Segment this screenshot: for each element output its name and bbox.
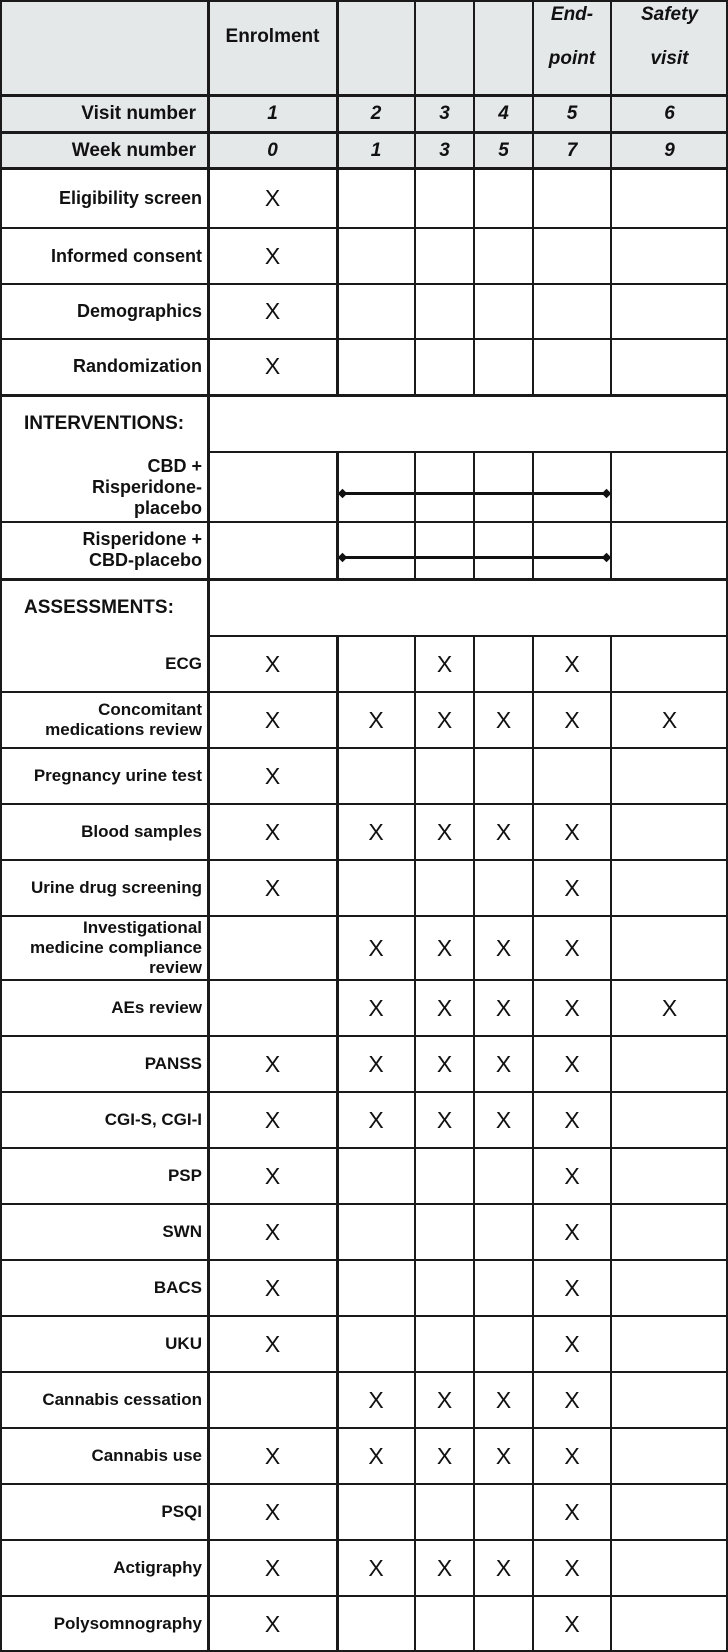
- vertical-gridline: [473, 452, 475, 579]
- week-number-value: 5: [498, 139, 509, 161]
- x-mark: X: [564, 1442, 580, 1469]
- bar-endpoint-diamond: [338, 552, 348, 562]
- horizontal-gridline: [0, 1483, 728, 1485]
- horizontal-gridline: [0, 1539, 728, 1541]
- x-mark: X: [564, 934, 580, 961]
- x-mark: X: [368, 1554, 384, 1581]
- horizontal-gridline: [0, 1371, 728, 1373]
- row-label: Blood samples: [81, 822, 202, 841]
- vertical-gridline: [532, 636, 534, 1652]
- x-mark: X: [564, 1330, 580, 1357]
- header-safety-line2: visit: [650, 48, 689, 69]
- horizontal-gridline: [0, 1259, 728, 1261]
- header-safety-line1: Safety: [640, 4, 699, 25]
- week-number-label: Week number: [71, 139, 196, 161]
- x-mark: X: [368, 994, 384, 1021]
- x-mark: X: [436, 934, 453, 961]
- row-label: Cannabis cessation: [42, 1390, 202, 1409]
- x-mark: X: [264, 762, 281, 789]
- horizontal-gridline: [0, 578, 728, 581]
- vertical-gridline: [336, 0, 339, 395]
- horizontal-gridline: [0, 1427, 728, 1429]
- vertical-gridline: [473, 636, 475, 1652]
- x-mark: X: [661, 706, 678, 733]
- x-mark: X: [436, 1554, 453, 1581]
- x-mark: X: [564, 706, 580, 733]
- horizontal-gridline: [0, 227, 728, 229]
- week-number-value: 9: [664, 139, 675, 161]
- x-mark: X: [264, 818, 281, 845]
- visit-number-value: 5: [566, 103, 578, 124]
- x-mark: X: [564, 1386, 580, 1413]
- x-mark: X: [436, 1050, 453, 1077]
- x-mark: X: [436, 1106, 453, 1133]
- row-label: Informed consent: [50, 245, 202, 266]
- vertical-gridline: [414, 636, 416, 1652]
- x-mark: X: [368, 706, 384, 733]
- x-mark: X: [564, 650, 580, 677]
- x-mark: X: [564, 1106, 580, 1133]
- x-mark: X: [264, 1274, 281, 1301]
- row-label: Eligibility screen: [58, 187, 202, 208]
- x-mark: X: [495, 1554, 512, 1581]
- horizontal-gridline: [0, 747, 728, 749]
- visit-number-value: 1: [267, 103, 278, 124]
- x-mark: X: [436, 706, 453, 733]
- x-mark: X: [436, 1442, 453, 1469]
- x-mark: X: [564, 1218, 580, 1245]
- row-label: Demographics: [76, 301, 202, 321]
- assessments-title: ASSESSMENTS:: [24, 597, 174, 618]
- row-label: BACS: [153, 1278, 202, 1297]
- horizontal-gridline: [0, 1595, 728, 1597]
- vertical-gridline: [532, 452, 534, 579]
- x-mark: X: [264, 1442, 281, 1469]
- vertical-gridline: [610, 636, 612, 1652]
- vertical-gridline: [414, 452, 416, 579]
- x-mark: X: [264, 1554, 281, 1581]
- horizontal-gridline: [0, 338, 728, 340]
- visit-number-value: 3: [439, 103, 450, 124]
- row-label: Investigational medicine compliance review: [30, 918, 202, 977]
- x-mark: X: [564, 1610, 580, 1637]
- x-mark: X: [368, 1106, 384, 1133]
- row-label: Actigraphy: [113, 1558, 202, 1577]
- x-mark: X: [436, 818, 453, 845]
- row-label: Randomization: [73, 356, 202, 376]
- horizontal-gridline: [0, 394, 728, 397]
- horizontal-gridline: [0, 803, 728, 805]
- header-endpoint-line1: End-: [550, 4, 594, 25]
- x-mark: X: [436, 994, 453, 1021]
- x-mark: X: [436, 650, 453, 677]
- vertical-gridline: [336, 452, 339, 579]
- intervention-arm-label: Risperidone + CBD-placebo: [82, 529, 202, 570]
- visit-number-value: 6: [664, 103, 675, 124]
- x-mark: X: [564, 1162, 580, 1189]
- x-mark: X: [495, 706, 512, 733]
- horizontal-gridline: [0, 979, 728, 981]
- week-number-value: 7: [566, 139, 578, 161]
- week-number-value: 3: [439, 139, 450, 161]
- x-mark: X: [564, 1274, 580, 1301]
- x-mark: X: [368, 1386, 384, 1413]
- x-mark: X: [264, 1106, 281, 1133]
- horizontal-gridline: [208, 635, 728, 637]
- horizontal-gridline: [0, 1091, 728, 1093]
- x-mark: X: [264, 1610, 281, 1637]
- row-label: UKU: [165, 1334, 202, 1353]
- bar-endpoint-diamond: [338, 488, 348, 498]
- horizontal-gridline: [0, 1315, 728, 1317]
- x-mark: X: [264, 1218, 281, 1245]
- vertical-gridline: [207, 0, 210, 1652]
- x-mark: X: [564, 1554, 580, 1581]
- vertical-gridline: [336, 636, 339, 1652]
- x-mark: X: [495, 1106, 512, 1133]
- horizontal-gridline: [0, 859, 728, 861]
- x-mark: X: [264, 874, 281, 901]
- visit-number-label: Visit number: [81, 103, 196, 124]
- x-mark: X: [661, 994, 678, 1021]
- x-mark: X: [264, 242, 281, 269]
- row-label: PSP: [167, 1166, 202, 1185]
- row-label: CGI-S, CGI-I: [104, 1110, 202, 1129]
- x-mark: X: [264, 1330, 281, 1357]
- x-mark: X: [264, 706, 281, 733]
- horizontal-gridline: [0, 1035, 728, 1037]
- x-mark: X: [264, 1050, 281, 1077]
- x-mark: X: [264, 353, 281, 379]
- row-label: PANSS: [144, 1054, 202, 1073]
- interventions-title: INTERVENTIONS:: [24, 413, 185, 434]
- x-mark: X: [564, 1498, 580, 1525]
- horizontal-gridline: [0, 1203, 728, 1205]
- x-mark: X: [436, 1386, 453, 1413]
- row-label: Concomitant medications review: [45, 700, 202, 739]
- x-mark: X: [264, 1162, 281, 1189]
- row-label: Polysomnography: [53, 1614, 202, 1633]
- header-enrolment: Enrolment: [225, 26, 320, 47]
- row-label: SWN: [162, 1222, 202, 1241]
- x-mark: X: [264, 650, 281, 677]
- visit-number-value: 4: [498, 103, 509, 124]
- x-mark: X: [495, 1050, 512, 1077]
- horizontal-gridline: [0, 1147, 728, 1149]
- x-mark: X: [495, 1386, 512, 1413]
- row-label: AEs review: [111, 998, 202, 1017]
- vertical-gridline: [532, 0, 534, 395]
- x-mark: X: [368, 818, 384, 845]
- vertical-gridline: [610, 452, 612, 579]
- x-mark: X: [495, 1442, 512, 1469]
- horizontal-gridline: [0, 94, 728, 97]
- intervention-arm-label: CBD + Risperidone- placebo: [91, 455, 202, 518]
- horizontal-gridline: [0, 691, 728, 693]
- x-mark: X: [564, 1050, 580, 1077]
- horizontal-gridline: [0, 915, 728, 917]
- x-mark: X: [495, 818, 512, 845]
- x-mark: X: [564, 874, 580, 901]
- vertical-gridline: [0, 0, 2, 1652]
- vertical-gridline: [414, 0, 416, 395]
- row-label: PSQI: [161, 1502, 202, 1521]
- horizontal-gridline: [0, 283, 728, 285]
- horizontal-gridline: [0, 131, 728, 134]
- x-mark: X: [564, 994, 580, 1021]
- horizontal-gridline: [208, 451, 728, 453]
- row-label: ECG: [165, 654, 202, 673]
- vertical-gridline: [610, 0, 612, 395]
- x-mark: X: [368, 1050, 384, 1077]
- row-label: Urine drug screening: [31, 878, 202, 897]
- x-mark: X: [495, 934, 512, 961]
- horizontal-gridline: [0, 167, 728, 170]
- x-mark: X: [495, 994, 512, 1021]
- horizontal-gridline: [0, 0, 728, 2]
- x-mark: X: [564, 818, 580, 845]
- visit-number-value: 2: [370, 103, 382, 124]
- row-label: Pregnancy urine test: [33, 766, 202, 785]
- row-label: Cannabis use: [91, 1446, 202, 1465]
- x-mark: X: [368, 1442, 384, 1469]
- week-number-value: 1: [370, 139, 382, 161]
- week-number-value: 0: [267, 139, 278, 161]
- x-mark: X: [264, 298, 281, 324]
- x-mark: X: [368, 934, 384, 961]
- horizontal-gridline: [0, 521, 728, 523]
- header-endpoint-line2: point: [548, 48, 596, 69]
- x-mark: X: [264, 1498, 281, 1525]
- x-mark: X: [264, 184, 281, 211]
- vertical-gridline: [473, 0, 475, 395]
